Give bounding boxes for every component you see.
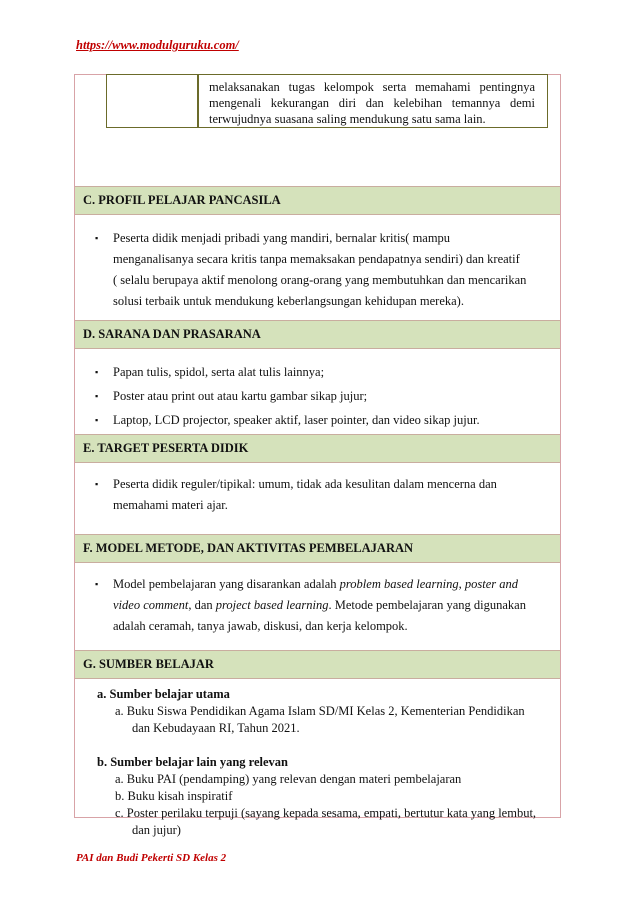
bullet-icon: ▪ xyxy=(95,391,99,401)
list-item-line: menganalisanya secara kritis tanpa memaksakan pendapatnya sendiri) dan kreatif xyxy=(113,252,520,266)
text-run: Model pembelajaran yang disarankan adalah xyxy=(113,577,340,591)
bullet-icon: ▪ xyxy=(95,415,99,425)
list-item-line: solusi terbaik untuk mendukung keberlangsungan kehidupan mereka). xyxy=(113,294,464,308)
list-item-line: ( selalu berupaya aktif menolong orang-orang yang membutuhkan dan mencarikan xyxy=(113,273,527,287)
section-f-body xyxy=(93,574,543,637)
list-item-line: adalah ceramah, tanya jawab, diskusi, dan kerja kelompok. xyxy=(113,619,408,633)
bullet-icon: ▪ xyxy=(95,367,99,377)
text-run-italic: poster and xyxy=(464,577,519,591)
list-item-text: Poster atau print out atau kartu gambar sikap jujur; xyxy=(113,389,368,403)
section-c-header xyxy=(75,186,560,215)
section-f-header xyxy=(75,534,560,563)
list-item xyxy=(93,474,543,516)
list-item-line: b. Buku kisah inspiratif xyxy=(115,789,233,803)
section-g-header xyxy=(75,650,560,679)
list-item-line: a. Buku Siswa Pendidikan Agama Islam SD/MI Kelas 2, Kementerian Pendidikan xyxy=(115,704,525,718)
section-g-body xyxy=(97,686,557,839)
list-item xyxy=(93,360,543,384)
list-item-line xyxy=(113,595,543,616)
bullet-icon: ▪ xyxy=(95,479,99,489)
list-item-line: a. Buku PAI (pendamping) yang relevan dengan materi pembelajaran xyxy=(115,772,462,786)
text-run-italic: video comment xyxy=(113,598,189,612)
header-url-link[interactable]: https://www.modulguruku.com/ xyxy=(76,38,239,52)
section-f-title: F. MODEL METODE, DAN AKTIVITAS PEMBELAJARAN xyxy=(83,541,414,555)
list-item-line: c. Poster perilaku terpuji (sayang kepada sesama, empati, bertutur kata yang lembut, xyxy=(115,806,537,820)
text-run-italic: project based learning xyxy=(215,598,329,612)
list-item xyxy=(93,228,543,312)
section-g-title: G. SUMBER BELAJAR xyxy=(83,657,214,671)
bullet-icon: ▪ xyxy=(95,233,99,243)
list-item xyxy=(93,408,543,432)
text-run-italic: problem based learning xyxy=(339,577,459,591)
bullet-icon: ▪ xyxy=(95,579,99,589)
text-run: . Metode pembelajaran yang digunakan xyxy=(328,598,526,612)
section-c-body xyxy=(93,228,543,312)
section-d-header xyxy=(75,320,560,349)
list-item-line: dan Kebudayaan RI, Tahun 2021. xyxy=(132,721,300,735)
objective-cell-text: melaksanakan tugas kelompok serta memahami pentingnya mengenali kekurangan diri dan kelebihan temannya demi terwujudnya suasana saling mendukung satu sama lain. xyxy=(209,80,535,126)
section-c-title: C. PROFIL PELAJAR PANCASILA xyxy=(83,193,281,207)
footer-text: PAI dan Budi Pekerti SD Kelas 2 xyxy=(76,852,227,864)
text-run: , dan xyxy=(188,598,216,612)
list-item-line: Peserta didik menjadi pribadi yang mandiri, bernalar kritis( mampu xyxy=(113,231,451,245)
list-item xyxy=(93,574,543,637)
list-item-text: Papan tulis, spidol, serta alat tulis lainnya; xyxy=(113,365,325,379)
list-item-line: memahami materi ajar. xyxy=(113,498,228,512)
list-item xyxy=(93,384,543,408)
list-item-line xyxy=(113,574,543,595)
section-e-header xyxy=(75,434,560,463)
list-item-line: Peserta didik reguler/tipikal: umum, tidak ada kesulitan dalam mencerna dan xyxy=(113,477,497,491)
list-item-text: Laptop, LCD projector, speaker aktif, laser pointer, dan video sikap jujur. xyxy=(113,413,480,427)
text-run: , xyxy=(458,577,465,591)
table-column-divider xyxy=(197,75,199,127)
source-main-heading: a. Sumber belajar utama xyxy=(97,687,230,701)
source-other-heading: b. Sumber belajar lain yang relevan xyxy=(97,755,288,769)
list-item-line: dan jujur) xyxy=(132,823,181,837)
objective-table-row xyxy=(106,74,548,128)
section-e-body xyxy=(93,474,543,516)
section-e-title: E. TARGET PESERTA DIDIK xyxy=(83,441,249,455)
section-d-body xyxy=(93,360,543,432)
section-d-title: D. SARANA DAN PRASARANA xyxy=(83,327,261,341)
